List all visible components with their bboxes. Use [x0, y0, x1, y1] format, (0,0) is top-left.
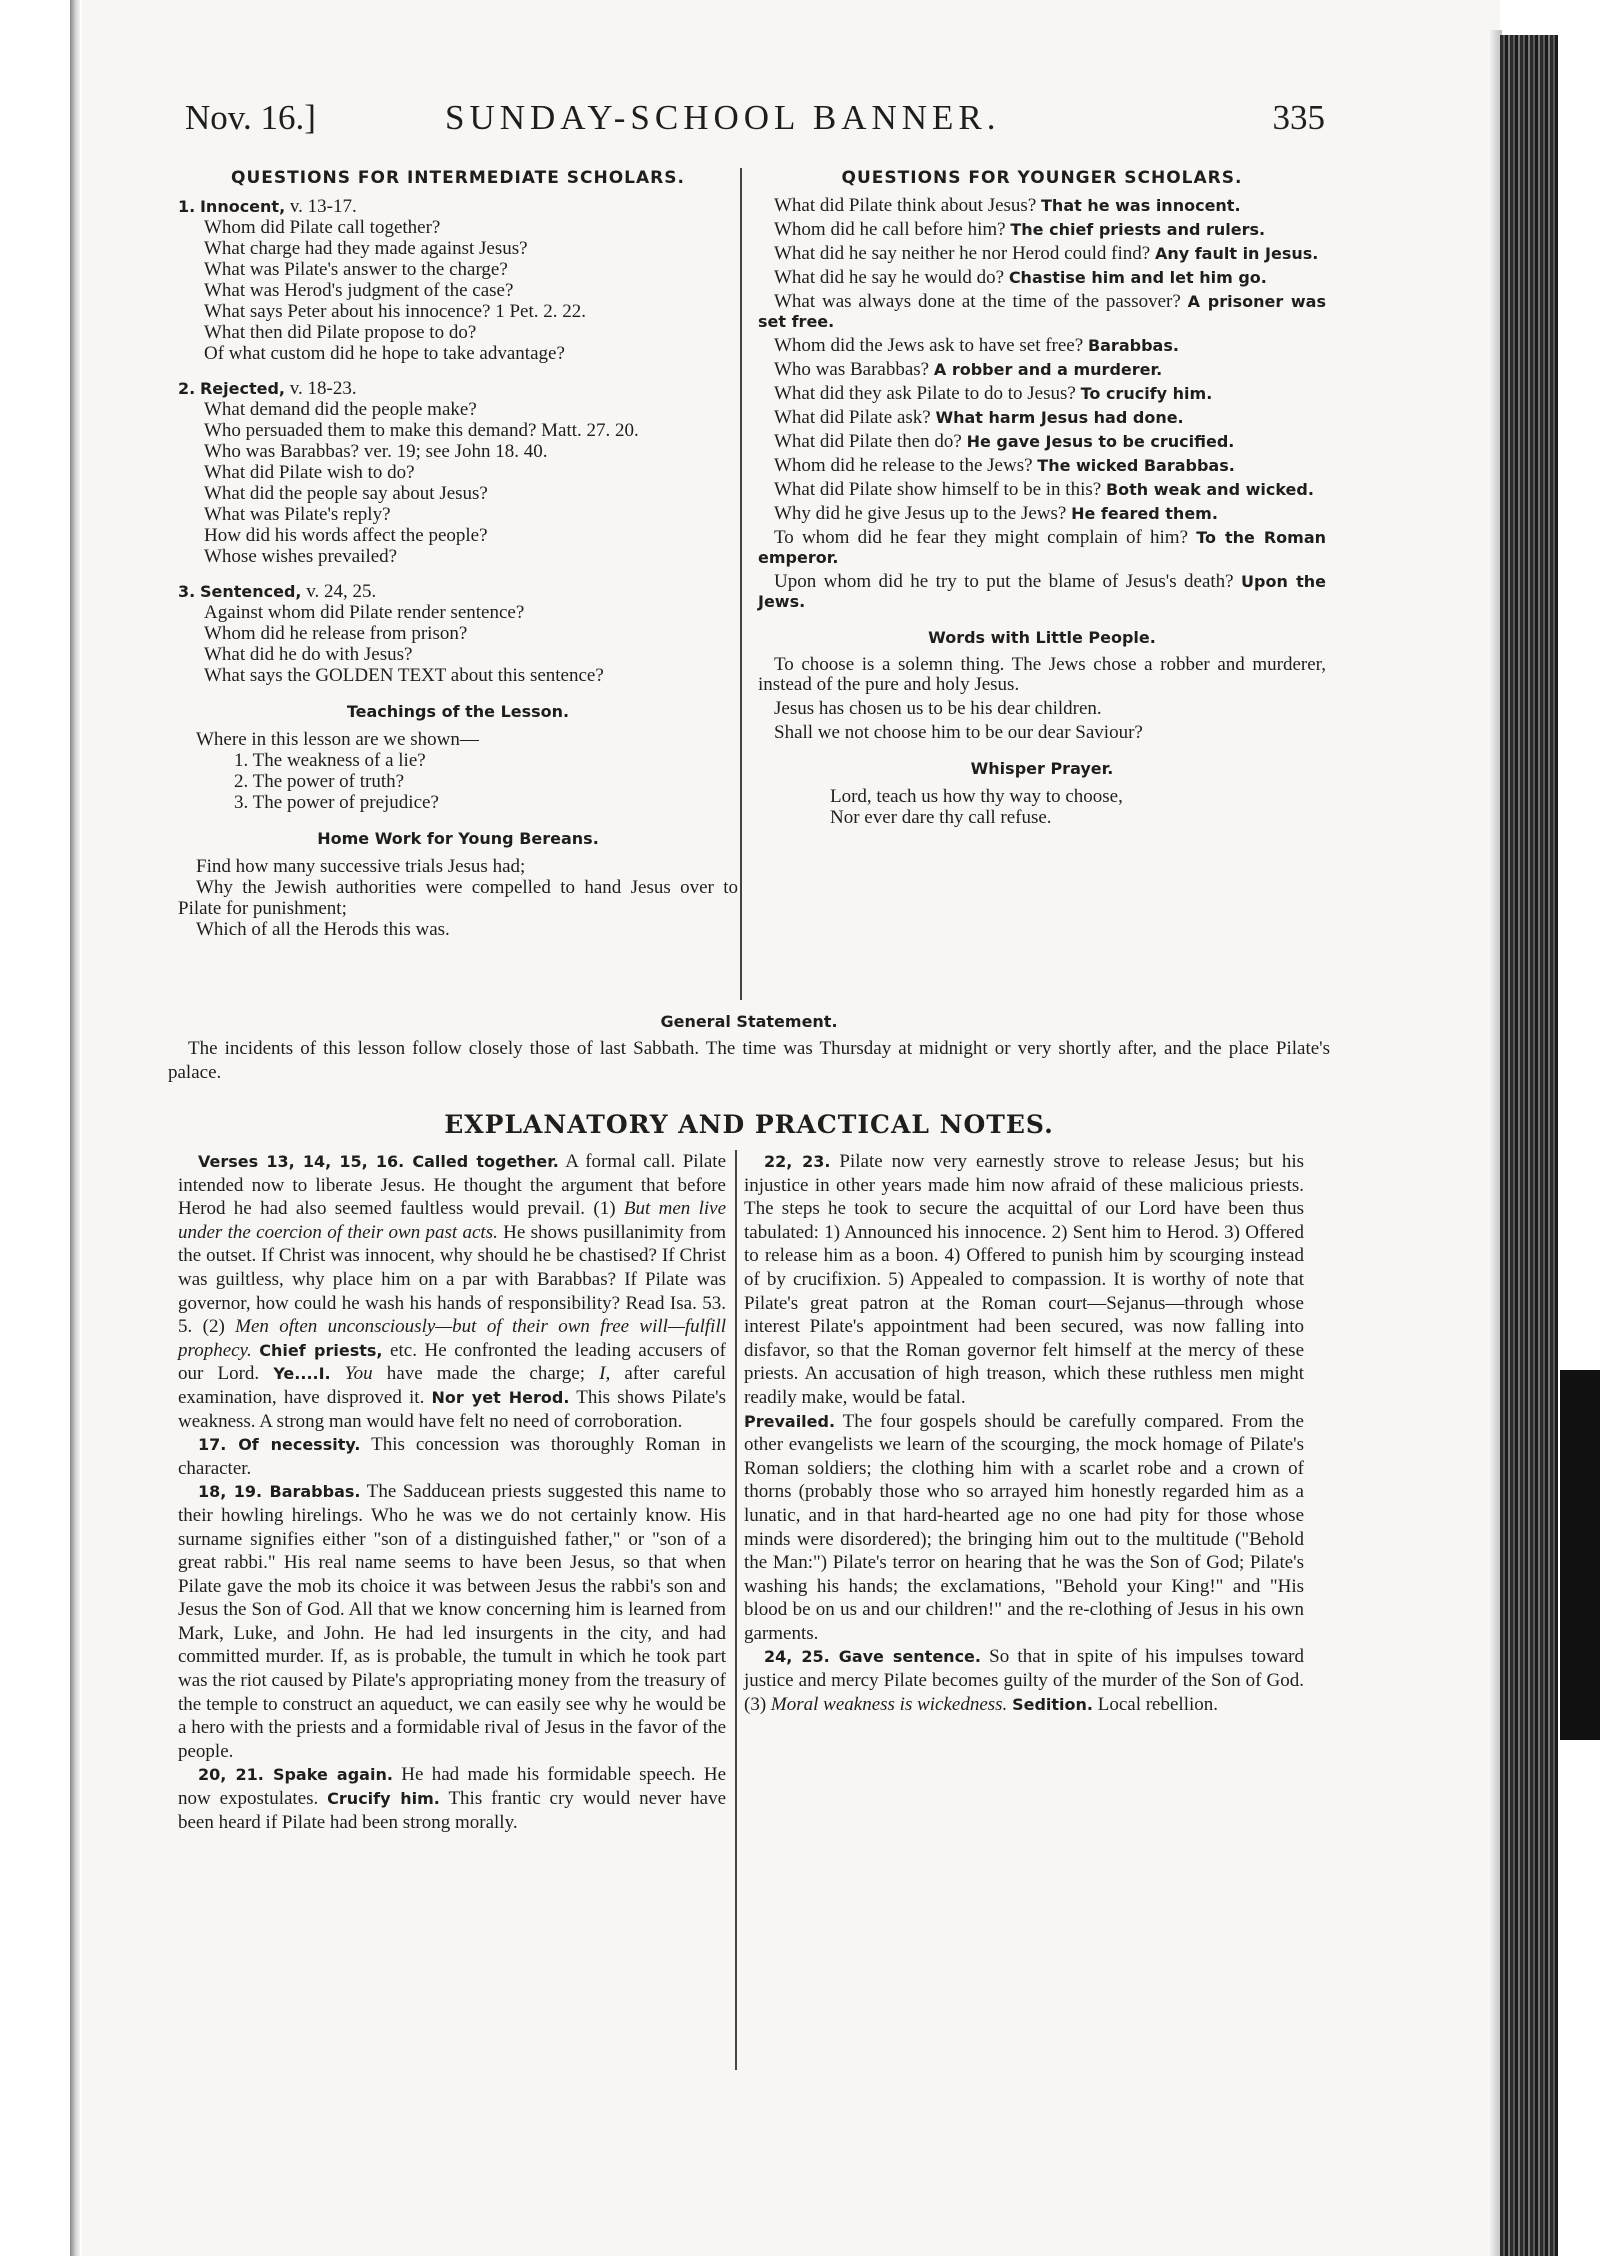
general-text: The incidents of this lesson follow closely those of last Sabbath. The time was Thursday at midnight or very shortly after, and the place Pilate's palace. — [168, 1038, 1330, 1083]
little-people-line: Shall we not choose him to be our dear Saviour? — [774, 722, 1143, 743]
question: Whose wishes prevailed? — [204, 546, 398, 567]
question: What did the people say about Jesus? — [204, 483, 488, 504]
qa-item: What did Pilate ask? What harm Jesus had done. — [774, 407, 1184, 428]
qa-item: What was always done at the time of the passover? A prisoner was set free. — [758, 291, 1326, 331]
question: What did Pilate wish to do? — [204, 462, 415, 483]
qa-item: Whom did he call before him? The chief priests and rulers. — [774, 219, 1266, 240]
question: What says Peter about his innocence? 1 Pet. 2. 22. — [204, 301, 587, 322]
page-number: 335 — [1272, 98, 1325, 137]
question: Against whom did Pilate render sentence? — [204, 602, 525, 623]
group-title: 1. Innocent, v. 13-17. — [178, 196, 357, 217]
little-people-line: To choose is a solemn thing. The Jews chose a robber and murderer, instead of the pure and holy Jesus. — [758, 654, 1326, 695]
qa-item: What did they ask Pilate to do to Jesus? To crucify him. — [774, 383, 1213, 404]
teachings-intro: Where in this lesson are we shown— — [196, 729, 479, 750]
teaching-item: 3. The power of prejudice? — [234, 792, 439, 813]
group-title: 2. Rejected, v. 18-23. — [178, 378, 357, 399]
homework-item: Why the Jewish authorities were compelled to hand Jesus over to Pilate for punishment; — [178, 877, 738, 919]
paper-title: SUNDAY-SCHOOL BANNER. — [445, 98, 1001, 137]
qa-item: What did he say neither he nor Herod could find? Any fault in Jesus. — [774, 243, 1319, 264]
question-group — [178, 581, 738, 686]
column-rule — [740, 168, 742, 1000]
prayer-line: Lord, teach us how thy way to choose, — [830, 786, 1123, 807]
note-paragraph: 22, 23. Pilate now very earnestly strove to release Jesus; but his injustice in other years made him now afraid of these malicious priests. The steps he took to secure the acquittal of our Lord have been thus tabulated: 1) Announced his innocence. 2) Sent him to Herod. 3) Offered to release him as a boon. 4) Offered to punish him by scourging instead of by crucifixion. 5) Appealed to compassion. It is worthy of note that Pilate's great patron at the Roman court—Sejanus—through whose interest Pilate's appointment had been secured, was now falling into disfavor, so that the Roman governor felt himself at the mercy of these priests. An accusation of high treason, which these ruthless men might readily make, would be fatal. — [744, 1151, 1305, 1408]
question: Whom did Pilate call together? — [204, 217, 441, 238]
qa-item: What did Pilate then do? He gave Jesus to be crucified. — [774, 431, 1235, 452]
qa-item: What did Pilate think about Jesus? That he was innocent. — [774, 195, 1241, 216]
note-paragraph: 18, 19. Barabbas. The Sadducean priests suggested this name to their howling hirelings. Who he was we do not certainly know. His surname signifies either "son of a distinguished father," or "son of a great rabbi." His real name seems to have been Jesus, so that when Pilate gave the mob its choice it was between Jesus the rabbi's son and Jesus the Son of God. All that we know concerning him is learned from Mark, Luke, and John. He had led insurgents in the city, and had committed murder. If, as is probable, the tumult in which he took part was the riot caused by Pilate's appropriating money from the treasury of the temple to construct an aqueduct, we can easily see why he would be a hero with the priests and a formidable rival of Jesus in the favor of the people. — [178, 1481, 726, 1762]
book-spine — [1500, 35, 1558, 2256]
note-paragraph: 20, 21. Spake again. He had made his formidable speech. He now expostulates. Crucify him. This frantic cry would never have been heard if Pilate had been strong morally. — [178, 1764, 727, 1833]
question-group — [178, 378, 738, 567]
qa-item: To whom did he fear they might complain of him? To the Roman emperor. — [758, 527, 1327, 567]
question: What says the GOLDEN TEXT about this sentence? — [204, 665, 604, 686]
section-heading: QUESTIONS FOR INTERMEDIATE SCHOLARS. — [231, 168, 685, 188]
younger-questions-column — [758, 168, 1326, 828]
intermediate-questions-column — [178, 168, 738, 940]
qa-item: What did he say he would do? Chastise him and let him go. — [774, 267, 1267, 288]
question: Of what custom did he hope to take advantage? — [204, 343, 565, 364]
running-head: Nov. 16.] — [185, 98, 316, 137]
prayer-line: Nor ever dare thy call refuse. — [830, 807, 1052, 828]
homework-heading: Home Work for Young Bereans. — [317, 829, 599, 848]
qa-item: Whom did the Jews ask to have set free? Barabbas. — [774, 335, 1179, 356]
homework-item: Which of all the Herods this was. — [196, 919, 450, 940]
qa-item: What did Pilate show himself to be in this? Both weak and wicked. — [774, 479, 1314, 500]
teachings-heading: Teachings of the Lesson. — [346, 702, 570, 721]
question: Who was Barabbas? ver. 19; see John 18. 40. — [204, 441, 548, 462]
notes-column-right — [744, 1150, 1304, 1716]
qa-item: Whom did he release to the Jews? The wicked Barabbas. — [774, 455, 1235, 476]
question: What then did Pilate propose to do? — [204, 322, 477, 343]
question: What demand did the people make? — [204, 399, 477, 420]
column-rule — [735, 1150, 737, 2070]
note-paragraph: Verses 13, 14, 15, 16. Called together. A formal call. Pilate intended now to liberate Jesus. He thought the argument that before Herod he had also seemed faultless would prevail. (1) But men live under the coercion of their own past acts. He shows pusillanimity from the outset. If Christ was innocent, why should he be chastised? If Christ was guiltless, why place him on a par with Barabbas? If Pilate was governor, how could he wash his hands of responsibility? Read Isa. 53. 5. (2) Men often unconsciously—but of their own free will—fulfill prophecy. Chief priests, etc. He confronted the leading accusers of our Lord. Ye....I. You have made the charge; I, after careful examination, have disproved it. Nor yet Herod. This shows Pilate's weakness. A strong man would have felt no need of corroboration. — [178, 1151, 727, 1432]
question-group — [178, 196, 738, 364]
prayer-heading: Whisper Prayer. — [970, 759, 1114, 778]
question: What was Pilate's reply? — [204, 504, 391, 525]
note-paragraph: Prevailed. The four gospels should be carefully compared. From the other evangelists we learn of the scourging, the mock homage of Pilate's Roman soldiers; the clothing him with a scarlet robe and a crown of thorns (probably those who so arrayed him honestly regarded him as a lunatic, and in that hard-hearted age no one had pity for those whose minds were disordered); the bringing him out to the multitude ("Behold the Man:") Pilate's terror on hearing that he was the Son of God; Pilate's washing his hands; the exclamations, "Behold your King!" and "His blood be on us and our children!" and the re-clothing of Jesus in his own garments. — [744, 1410, 1304, 1644]
binding-tab — [1560, 1370, 1600, 1740]
question: How did his words affect the people? — [204, 525, 488, 546]
qa-item: Who was Barabbas? A robber and a murderer. — [774, 359, 1163, 380]
question: What did he do with Jesus? — [204, 644, 413, 665]
question: What was Herod's judgment of the case? — [204, 280, 514, 301]
general-statement — [168, 1012, 1330, 1085]
notes-heading: EXPLANATORY AND PRACTICAL NOTES. — [444, 1110, 1054, 1139]
page-shadow-edge — [70, 0, 80, 2256]
question: Whom did he release from prison? — [204, 623, 468, 644]
section-heading: QUESTIONS FOR YOUNGER SCHOLARS. — [841, 168, 1243, 188]
question: What charge had they made against Jesus? — [204, 238, 528, 259]
question: What was Pilate's answer to the charge? — [204, 259, 508, 280]
note-paragraph: 24, 25. Gave sentence. So that in spite of his impulses toward justice and mercy Pilate becomes guilty of the murder of the Son of God. (3) Moral weakness is wickedness. Sedition. Local rebellion. — [744, 1646, 1304, 1715]
question: Who persuaded them to make this demand? Matt. 27. 20. — [204, 420, 639, 441]
note-paragraph: 17. Of necessity. This concession was thoroughly Roman in character. — [178, 1434, 726, 1479]
teaching-item: 1. The weakness of a lie? — [234, 750, 426, 771]
little-people-line: Jesus has chosen us to be his dear children. — [774, 698, 1102, 719]
qa-item: Upon whom did he try to put the blame of Jesus's death? Upon the Jews. — [758, 571, 1326, 611]
notes-column-left — [178, 1150, 726, 1834]
group-title: 3. Sentenced, v. 24, 25. — [178, 581, 377, 602]
little-people-heading: Words with Little People. — [928, 628, 1156, 647]
teaching-item: 2. The power of truth? — [234, 771, 405, 792]
page-header — [185, 98, 1325, 148]
qa-item: Why did he give Jesus up to the Jews? He feared them. — [774, 503, 1218, 524]
general-heading: General Statement. — [660, 1012, 838, 1031]
homework-item: Find how many successive trials Jesus had; — [196, 856, 526, 877]
